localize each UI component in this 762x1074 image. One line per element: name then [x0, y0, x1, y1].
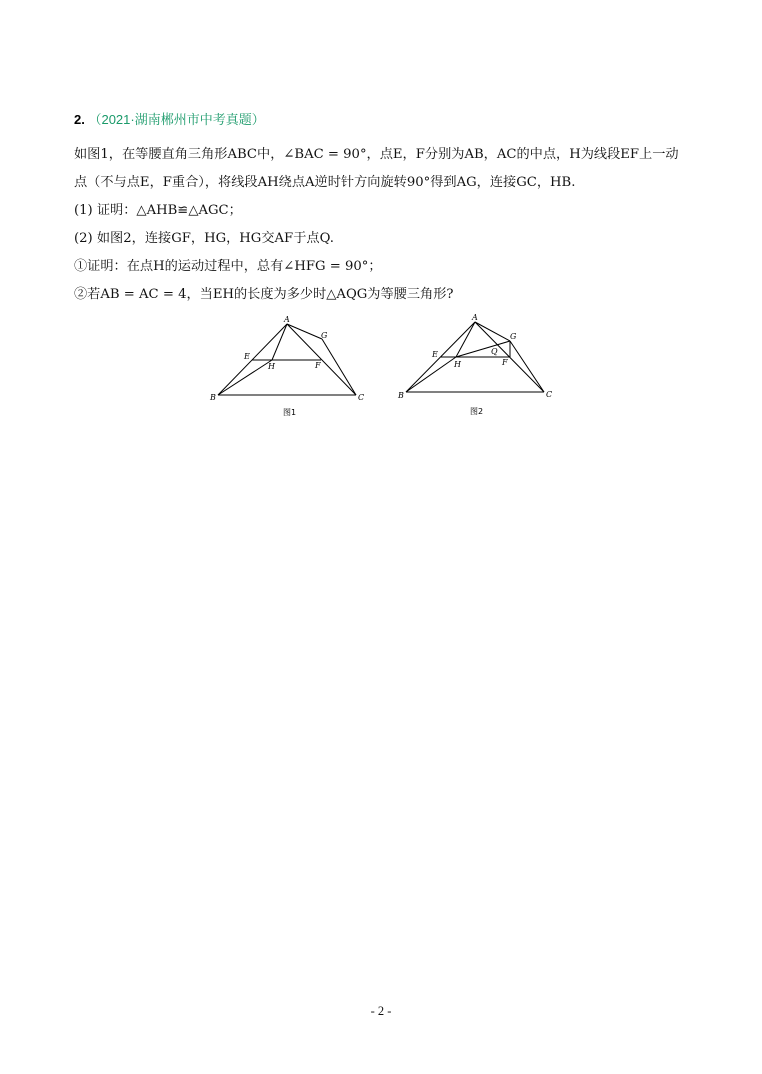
question-number: 2.: [74, 112, 85, 127]
figure-2-caption: 图2: [470, 407, 484, 416]
part-2-line: (2) 如图2，连接GF，HG，HG交AF于点Q.: [74, 231, 334, 246]
fig1-label-C: C: [358, 393, 365, 402]
fig1-label-B: B: [210, 393, 216, 402]
page-number-footer: - 2 -: [370, 1004, 392, 1018]
fig2-label-H: H: [454, 360, 461, 369]
fig1-label-A: A: [284, 315, 290, 324]
figure-1-caption: 图1: [283, 408, 297, 417]
fig2-label-Q: Q: [491, 347, 498, 356]
figures-container: [200, 312, 570, 427]
question-source: （2021·湖南郴州市中考真题）: [88, 112, 265, 127]
question-line-1: 如图1，在等腰直角三角形ABC中，∠BAC = 90°，点E，F分别为AB，AC的中点，H为线段EF上一动: [74, 147, 679, 162]
figure-1-labels: [209, 315, 364, 402]
fig1-label-E: E: [244, 352, 250, 361]
part-2-sub-2-line: ②若AB = AC = 4，当EH的长度为多少时△AQG为等腰三角形?: [74, 287, 454, 302]
question-line-2: 点（不与点E，F重合），将线段AH绕点A逆时针方向旋转90°得到AG，连接GC，HB.: [74, 175, 576, 190]
part-1-line: (1) 证明：△AHB≌△AGC；: [74, 203, 242, 218]
fig2-label-F: F: [502, 358, 508, 367]
geometry-figures: [200, 312, 570, 427]
figure-2-lines: [406, 322, 544, 392]
fig2-label-G: G: [510, 332, 517, 341]
part-2-sub-1-line: ①证明：在点H的运动过程中，总有∠HFG = 90°；: [74, 259, 382, 274]
question-header: [74, 109, 265, 128]
fig1-label-G: G: [321, 331, 328, 340]
fig1-label-F: F: [315, 361, 321, 370]
fig2-label-C: C: [546, 390, 553, 399]
fig1-label-H: H: [268, 362, 275, 371]
fig2-label-A: A: [472, 313, 478, 322]
figure-1-lines: [218, 324, 356, 395]
fig2-label-B: B: [398, 391, 404, 400]
fig2-label-E: E: [432, 350, 438, 359]
